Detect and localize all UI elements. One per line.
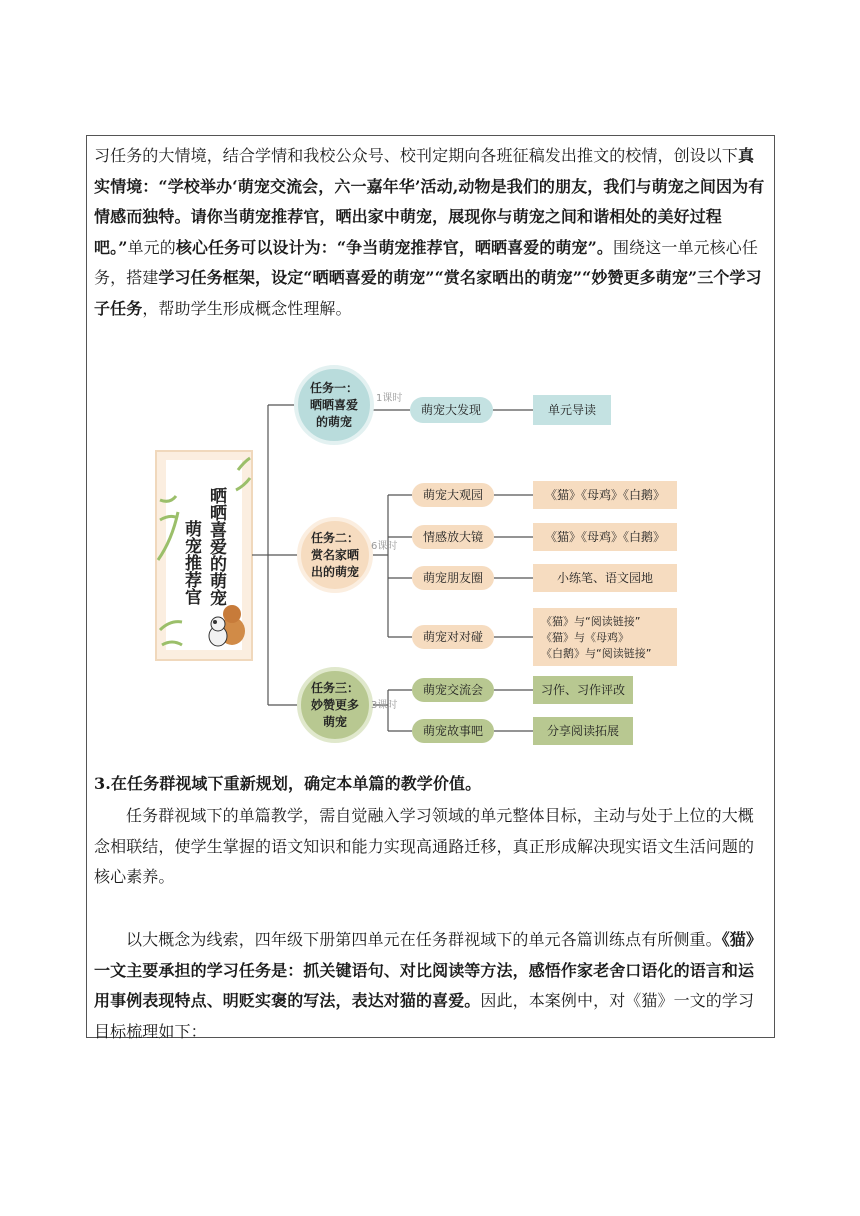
section3-paragraph1: 任务群视域下的单篇教学，需自觉融入学习领域的单元整体目标，主动与处于上位的大概念相联结，使学生掌握的语文知识和能力实现高通路迁移，真正形成解决现实语文生活问题的核心素养。 [94,806,755,886]
task2-step2 [412,523,677,551]
task1-label-line1: 任务一： [309,381,359,395]
step-content: 《猫》《母鸡》《白鹅》 [544,530,666,544]
p2-lead: 以大概念为线索，四年级下册第四单元在任务群视域下的单元各篇训练点有所侧重。 [126,930,722,949]
intro-s1: 下 [721,146,739,165]
step-content: 习作、习作评改 [540,683,626,697]
task3-label-line3: 萌宠 [322,715,348,729]
intro-s7: ，帮助学生形成概念性理解。 [142,298,352,318]
task2-step1 [412,481,677,509]
root-panel [156,451,252,660]
step-name: 萌宠交流会 [422,683,484,697]
task1-label-line3: 的萌宠 [315,415,353,429]
root-title-vertical: 晒晒喜爱的萌宠 [206,487,226,606]
section3-heading: 3.在任务群视域下重新规划，确定本单篇的教学价值。 [94,774,482,793]
task2-step4 [412,608,677,666]
step-content: 小练笔、语文园地 [556,571,654,585]
step-content: 《猫》《母鸡》《白鹅》 [544,488,666,502]
step-content: 分享阅读拓展 [546,724,620,738]
root-subtitle-vertical: 萌宠推荐官 [181,520,201,605]
intro-core-task: 核心任务可以设计为：“争当萌宠推荐官，晒晒喜爱的萌宠”。 [175,237,614,257]
task3-label-line2: 妙赞更多 [310,698,360,712]
task2-label-line2: 赏名家晒 [310,548,360,562]
task2-step3 [412,564,677,592]
intro-framework: 学习任务框架，设定“晒晒喜爱的萌宠”“赏名家晒出的萌宠”“妙赞更多萌宠”三个学习子任务 [94,268,762,318]
intro-paragraph [94,141,769,324]
step-name: 萌宠大发现 [420,403,482,417]
step-name: 情感放大镜 [422,530,484,544]
intro-real-situation: 真实情境：“学校举办‘萌宠交流会，六一嘉年华’活动,动物是我们的朋友，我们与萌宠之间因为有情感而独特。请你当萌宠推荐官，晒出家中萌宠，展现你与萌宠之间和谐相处的美好过程吧。” [94,146,765,257]
task2-label-line1: 任务二： [310,531,360,545]
task2-hours: 6课时 [371,541,398,552]
task3-hours: 3课时 [371,700,398,711]
task1-node [296,367,402,443]
section3-paragraph2 [94,925,769,1047]
step-content-line: 《猫》与《母鸡》 [541,631,629,644]
step-name: 萌宠朋友圈 [422,571,484,585]
task3-node [299,669,397,741]
step-content-line: 《猫》与“阅读链接” [541,615,641,628]
step-name: 萌宠大观园 [422,488,484,502]
step-content: 单元导读 [547,403,597,417]
task3-label-line1: 任务三： [310,681,360,695]
step-name: 萌宠故事吧 [422,724,484,738]
step-name: 萌宠对对碰 [422,630,484,644]
task2-label-line3: 出的萌宠 [310,565,360,579]
step-content-line: 《白鹅》与“阅读链接” [541,647,652,660]
p2-conclusion: 因此，本案例中，对《猫》一文的学习目标梳理如下： [94,991,755,1041]
intro-s3: 单元的 [127,237,176,257]
p2-cat-task: 《猫》一文主要承担的学习任务是：抓关键语句、对比阅读等方法，感悟作家老舍口语化的语言和运用事例表现特点、明贬实褒的写法，表达对猫的喜爱。 [94,930,763,1010]
task1-hours: 1课时 [376,393,403,404]
intro-line1: 习任务的大情境，结合学情和我校公众号、校刊定期向各班征稿发出推文的校情，创设以 [94,146,722,165]
task1-label-line2: 晒晒喜爱 [309,398,359,412]
intro-s5: 围绕这一单元核心任务，搭建 [94,237,758,287]
task-framework-diagram [150,365,690,750]
